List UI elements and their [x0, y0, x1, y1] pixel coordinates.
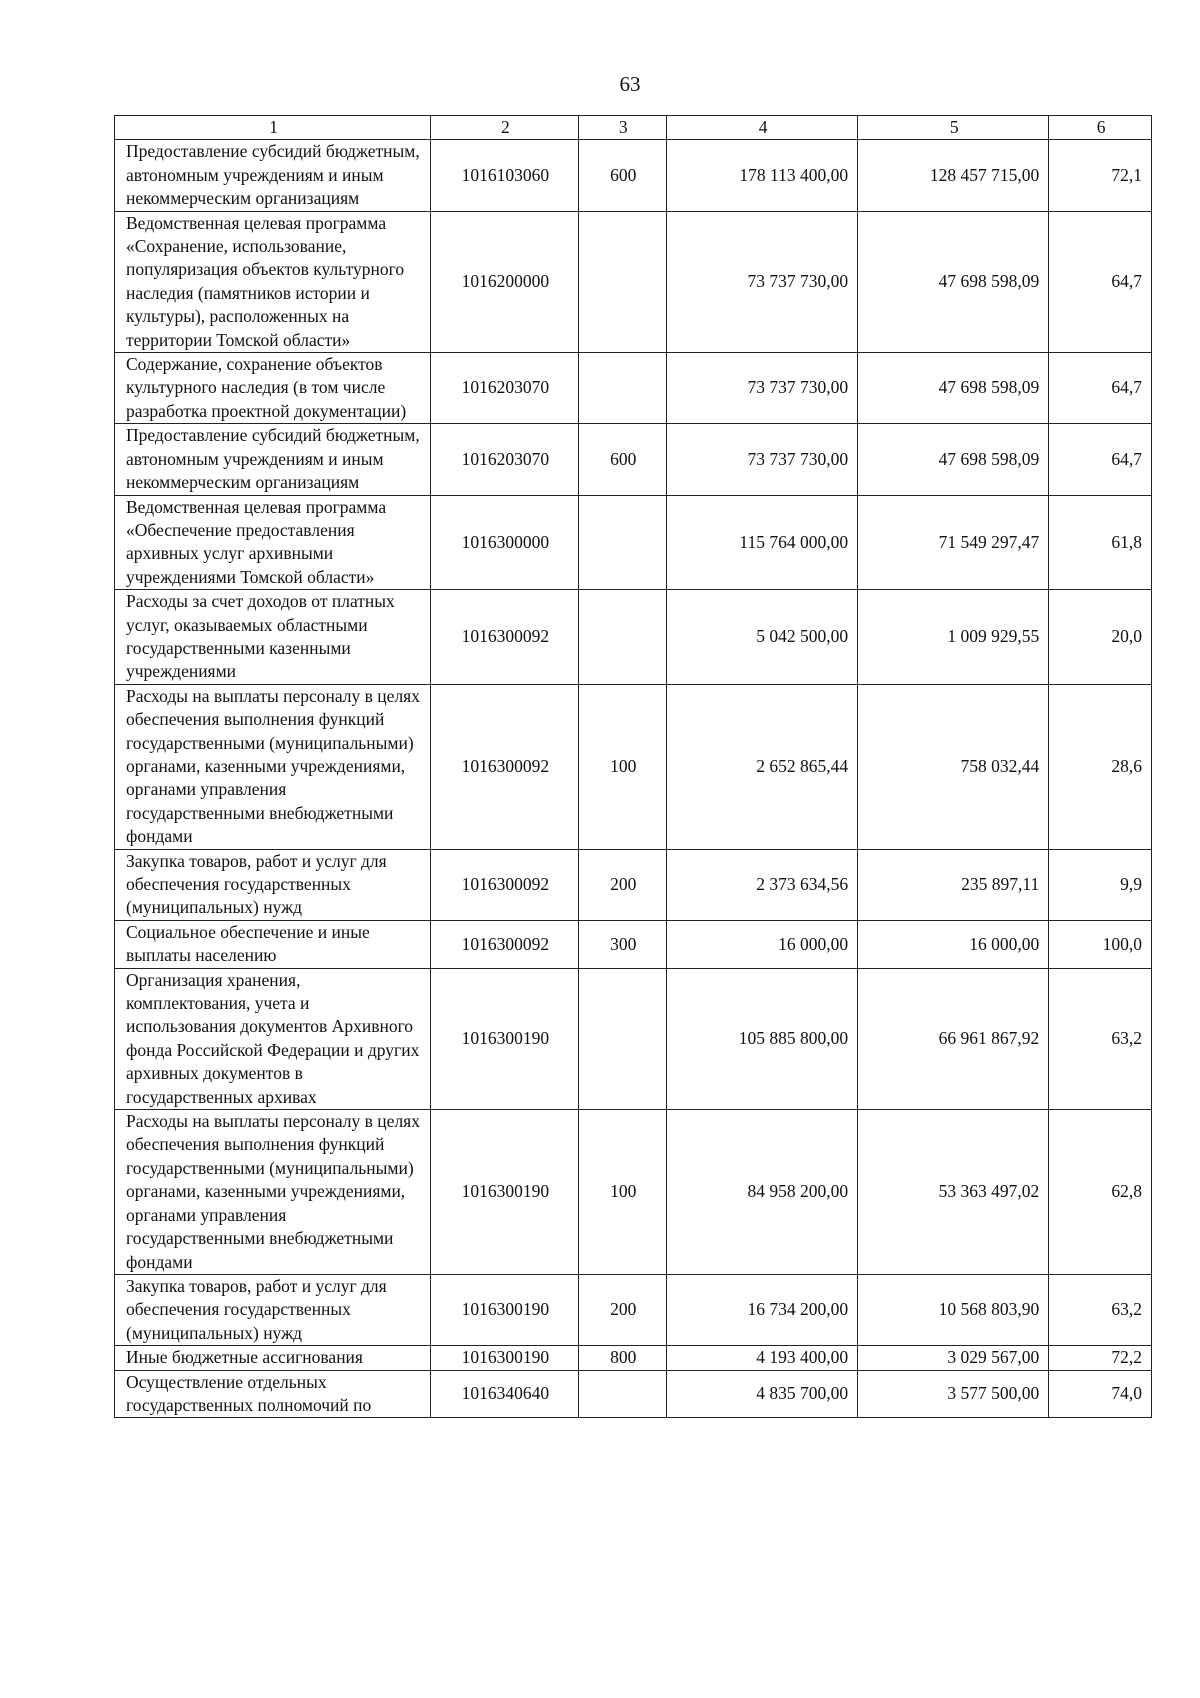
row-fact-cell: 758 032,44 [858, 684, 1049, 849]
row-fact-cell: 66 961 867,92 [858, 968, 1049, 1109]
row-fact-cell: 47 698 598,09 [858, 211, 1049, 352]
row-percent-cell: 74,0 [1049, 1370, 1152, 1418]
table-row [115, 968, 1152, 1109]
row-plan-cell: 73 737 730,00 [667, 211, 858, 352]
row-type-cell: 300 [578, 920, 666, 968]
table-row [115, 211, 1152, 352]
table-row [115, 1274, 1152, 1345]
row-plan-cell: 178 113 400,00 [667, 140, 858, 211]
row-plan-cell: 5 042 500,00 [667, 590, 858, 685]
row-name-cell: Закупка товаров, работ и услуг для обеспечения государственных (муниципальных) нужд [115, 1274, 431, 1345]
row-percent-cell: 20,0 [1049, 590, 1152, 685]
row-code-cell: 1016200000 [431, 211, 578, 352]
row-percent-cell: 100,0 [1049, 920, 1152, 968]
row-code-cell: 1016300092 [431, 590, 578, 685]
row-percent-cell: 61,8 [1049, 495, 1152, 590]
row-name-cell: Содержание, сохранение объектов культурного наследия (в том числе разработка проектной документации) [115, 353, 431, 424]
row-type-cell [578, 590, 666, 685]
header-cell-1: 1 [115, 116, 431, 140]
row-fact-cell: 10 568 803,90 [858, 1274, 1049, 1345]
row-type-cell: 600 [578, 140, 666, 211]
row-fact-cell: 53 363 497,02 [858, 1110, 1049, 1275]
header-cell-5: 5 [858, 116, 1049, 140]
row-percent-cell: 62,8 [1049, 1110, 1152, 1275]
row-fact-cell: 1 009 929,55 [858, 590, 1049, 685]
row-fact-cell: 47 698 598,09 [858, 353, 1049, 424]
row-plan-cell: 4 193 400,00 [667, 1346, 858, 1370]
row-plan-cell: 73 737 730,00 [667, 424, 858, 495]
row-plan-cell: 73 737 730,00 [667, 353, 858, 424]
row-code-cell: 1016300190 [431, 1110, 578, 1275]
row-percent-cell: 64,7 [1049, 424, 1152, 495]
row-type-cell [578, 211, 666, 352]
row-fact-cell: 16 000,00 [858, 920, 1049, 968]
row-plan-cell: 105 885 800,00 [667, 968, 858, 1109]
table-row [115, 1346, 1152, 1370]
row-type-cell: 200 [578, 1274, 666, 1345]
table-row [115, 353, 1152, 424]
row-plan-cell: 84 958 200,00 [667, 1110, 858, 1275]
row-fact-cell: 71 549 297,47 [858, 495, 1049, 590]
table-row [115, 920, 1152, 968]
row-type-cell: 200 [578, 849, 666, 920]
row-name-cell: Осуществление отдельных государственных полномочий по [115, 1370, 431, 1418]
row-code-cell: 1016300000 [431, 495, 578, 590]
row-fact-cell: 128 457 715,00 [858, 140, 1049, 211]
row-code-cell: 1016340640 [431, 1370, 578, 1418]
row-fact-cell: 235 897,11 [858, 849, 1049, 920]
row-type-cell [578, 968, 666, 1109]
row-name-cell: Иные бюджетные ассигнования [115, 1346, 431, 1370]
budget-table [114, 115, 1152, 1418]
row-name-cell: Организация хранения, комплектования, учета и использования документов Архивного фонда Российской Федерации и других архивных документов в государственных архивах [115, 968, 431, 1109]
table-row [115, 495, 1152, 590]
row-code-cell: 1016300190 [431, 1274, 578, 1345]
row-name-cell: Предоставление субсидий бюджетным, автономным учреждениям и иным некоммерческим организациям [115, 424, 431, 495]
table-row [115, 849, 1152, 920]
table-header [115, 116, 1152, 140]
table-row [115, 140, 1152, 211]
row-plan-cell: 4 835 700,00 [667, 1370, 858, 1418]
row-name-cell: Расходы на выплаты персоналу в целях обеспечения выполнения функций государственными (муниципальными) органами, казенными учреждениями, органами управления государственными внебюджетными фондами [115, 684, 431, 849]
row-plan-cell: 16 000,00 [667, 920, 858, 968]
row-code-cell: 1016300092 [431, 849, 578, 920]
row-name-cell: Ведомственная целевая программа «Обеспечение предоставления архивных услуг архивными учреждениями Томской области» [115, 495, 431, 590]
page-number: 63 [619, 72, 641, 96]
row-name-cell: Социальное обеспечение и иные выплаты населению [115, 920, 431, 968]
row-code-cell: 1016203070 [431, 424, 578, 495]
row-percent-cell: 28,6 [1049, 684, 1152, 849]
row-plan-cell: 2 373 634,56 [667, 849, 858, 920]
row-type-cell: 600 [578, 424, 666, 495]
table-row [115, 424, 1152, 495]
header-cell-4: 4 [667, 116, 858, 140]
row-plan-cell: 16 734 200,00 [667, 1274, 858, 1345]
row-code-cell: 1016300092 [431, 684, 578, 849]
row-code-cell: 1016103060 [431, 140, 578, 211]
row-name-cell: Предоставление субсидий бюджетным, автономным учреждениям и иным некоммерческим организациям [115, 140, 431, 211]
row-percent-cell: 63,2 [1049, 968, 1152, 1109]
row-fact-cell: 3 029 567,00 [858, 1346, 1049, 1370]
row-percent-cell: 63,2 [1049, 1274, 1152, 1345]
row-fact-cell: 47 698 598,09 [858, 424, 1049, 495]
row-type-cell: 100 [578, 1110, 666, 1275]
row-name-cell: Закупка товаров, работ и услуг для обеспечения государственных (муниципальных) нужд [115, 849, 431, 920]
row-code-cell: 1016300092 [431, 920, 578, 968]
row-type-cell [578, 495, 666, 590]
table-row [115, 1370, 1152, 1418]
row-code-cell: 1016300190 [431, 1346, 578, 1370]
row-percent-cell: 64,7 [1049, 211, 1152, 352]
table-row [115, 590, 1152, 685]
row-type-cell [578, 353, 666, 424]
row-plan-cell: 115 764 000,00 [667, 495, 858, 590]
row-type-cell: 100 [578, 684, 666, 849]
header-row [115, 116, 1152, 140]
header-cell-6: 6 [1049, 116, 1152, 140]
header-cell-2: 2 [431, 116, 578, 140]
row-percent-cell: 64,7 [1049, 353, 1152, 424]
header-cell-3: 3 [578, 116, 666, 140]
table-body [115, 140, 1152, 1418]
row-code-cell: 1016203070 [431, 353, 578, 424]
row-type-cell [578, 1370, 666, 1418]
row-percent-cell: 72,1 [1049, 140, 1152, 211]
table-row [115, 684, 1152, 849]
row-name-cell: Расходы на выплаты персоналу в целях обеспечения выполнения функций государственными (муниципальными) органами, казенными учреждениями, органами управления государственными внебюджетными фондами [115, 1110, 431, 1275]
row-fact-cell: 3 577 500,00 [858, 1370, 1049, 1418]
row-name-cell: Ведомственная целевая программа «Сохранение, использование, популяризация объектов культурного наследия (памятников истории и культуры), расположенных на территории Томской области» [115, 211, 431, 352]
row-percent-cell: 72,2 [1049, 1346, 1152, 1370]
table-row [115, 1110, 1152, 1275]
row-type-cell: 800 [578, 1346, 666, 1370]
row-percent-cell: 9,9 [1049, 849, 1152, 920]
row-code-cell: 1016300190 [431, 968, 578, 1109]
row-name-cell: Расходы за счет доходов от платных услуг, оказываемых областными государственными казенными учреждениями [115, 590, 431, 685]
row-plan-cell: 2 652 865,44 [667, 684, 858, 849]
